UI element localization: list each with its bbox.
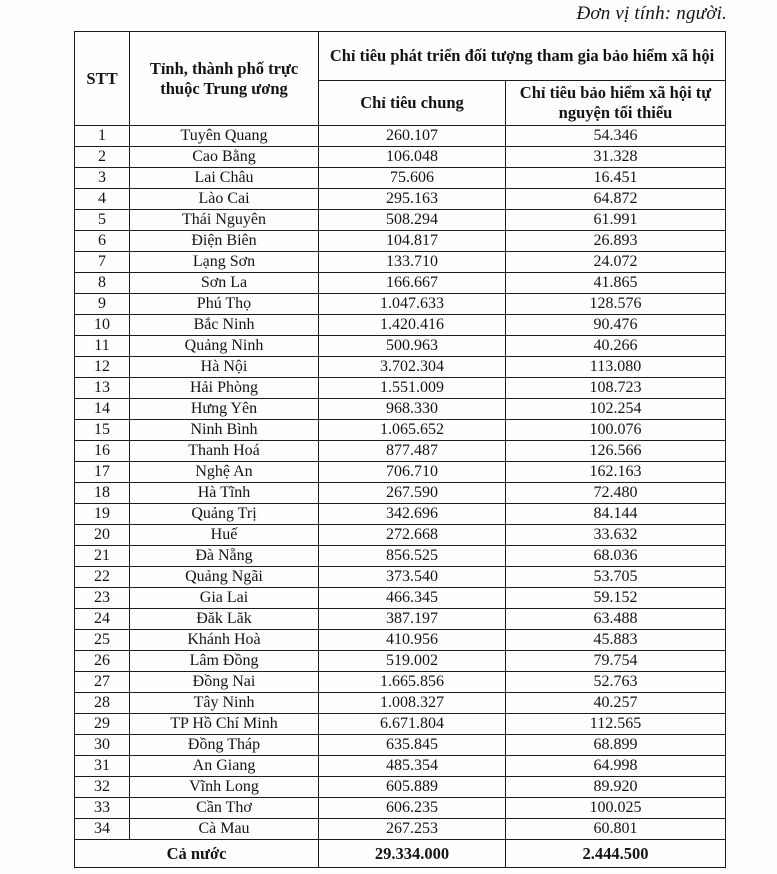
row-province: Đăk Lăk (130, 609, 319, 630)
row-voluntary: 63.488 (506, 609, 726, 630)
table-row (75, 693, 726, 714)
row-voluntary: 31.328 (506, 147, 726, 168)
row-voluntary: 64.998 (506, 756, 726, 777)
row-province: Gia Lai (130, 588, 319, 609)
row-province: Thái Nguyên (130, 210, 319, 231)
row-stt: 2 (75, 147, 130, 168)
row-general: 295.163 (319, 189, 506, 210)
row-stt: 11 (75, 336, 130, 357)
row-general: 856.525 (319, 546, 506, 567)
row-province: Tây Ninh (130, 693, 319, 714)
row-stt: 15 (75, 420, 130, 441)
row-voluntary: 79.754 (506, 651, 726, 672)
table-row (75, 147, 726, 168)
table-row (75, 399, 726, 420)
table-row (75, 420, 726, 441)
row-province: Đồng Tháp (130, 735, 319, 756)
table-row (75, 483, 726, 504)
table-row (75, 336, 726, 357)
row-province: Cần Thơ (130, 798, 319, 819)
row-voluntary: 126.566 (506, 441, 726, 462)
table-row (75, 672, 726, 693)
row-general: 508.294 (319, 210, 506, 231)
table-row (75, 651, 726, 672)
row-general: 166.667 (319, 273, 506, 294)
row-voluntary: 100.025 (506, 798, 726, 819)
row-voluntary: 33.632 (506, 525, 726, 546)
row-general: 410.956 (319, 630, 506, 651)
row-general: 373.540 (319, 567, 506, 588)
row-stt: 31 (75, 756, 130, 777)
row-province: Bắc Ninh (130, 315, 319, 336)
table-row (75, 567, 726, 588)
row-province: Hưng Yên (130, 399, 319, 420)
row-province: Hà Tĩnh (130, 483, 319, 504)
row-stt: 22 (75, 567, 130, 588)
row-general: 133.710 (319, 252, 506, 273)
row-stt: 3 (75, 168, 130, 189)
row-stt: 6 (75, 231, 130, 252)
row-voluntary: 41.865 (506, 273, 726, 294)
table-row (75, 126, 726, 147)
table-row (75, 441, 726, 462)
row-province: Cao Bằng (130, 147, 319, 168)
row-stt: 9 (75, 294, 130, 315)
row-stt: 18 (75, 483, 130, 504)
row-stt: 16 (75, 441, 130, 462)
col-header-general: Chỉ tiêu chung (319, 81, 506, 126)
row-voluntary: 68.899 (506, 735, 726, 756)
row-stt: 27 (75, 672, 130, 693)
row-general: 1.420.416 (319, 315, 506, 336)
row-stt: 21 (75, 546, 130, 567)
row-province: Quảng Ninh (130, 336, 319, 357)
row-province: Khánh Hoà (130, 630, 319, 651)
row-general: 519.002 (319, 651, 506, 672)
row-province: Nghệ An (130, 462, 319, 483)
row-stt: 14 (75, 399, 130, 420)
row-general: 6.671.804 (319, 714, 506, 735)
row-general: 500.963 (319, 336, 506, 357)
table-row (75, 273, 726, 294)
row-stt: 25 (75, 630, 130, 651)
row-province: Đồng Nai (130, 672, 319, 693)
row-voluntary: 16.451 (506, 168, 726, 189)
row-stt: 10 (75, 315, 130, 336)
table-row (75, 588, 726, 609)
row-stt: 5 (75, 210, 130, 231)
table-row (75, 210, 726, 231)
row-stt: 23 (75, 588, 130, 609)
row-province: Cà Mau (130, 819, 319, 840)
row-province: Lai Châu (130, 168, 319, 189)
row-province: Vĩnh Long (130, 777, 319, 798)
table-header (75, 32, 726, 126)
table-row (75, 630, 726, 651)
row-voluntary: 112.565 (506, 714, 726, 735)
row-stt: 33 (75, 798, 130, 819)
row-province: TP Hồ Chí Minh (130, 714, 319, 735)
row-voluntary: 53.705 (506, 567, 726, 588)
row-voluntary: 89.920 (506, 777, 726, 798)
row-voluntary: 26.893 (506, 231, 726, 252)
row-stt: 26 (75, 651, 130, 672)
row-general: 104.817 (319, 231, 506, 252)
row-province: Phú Thọ (130, 294, 319, 315)
table-row (75, 378, 726, 399)
row-general: 968.330 (319, 399, 506, 420)
unit-note: Đơn vị tính: người. (576, 3, 727, 24)
row-general: 106.048 (319, 147, 506, 168)
row-stt: 20 (75, 525, 130, 546)
row-general: 1.047.633 (319, 294, 506, 315)
col-header-province: Tỉnh, thành phố trực thuộc Trung ương (130, 32, 319, 126)
row-general: 260.107 (319, 126, 506, 147)
table-row (75, 798, 726, 819)
table-row (75, 231, 726, 252)
table-body (75, 126, 726, 840)
row-province: Quảng Trị (130, 504, 319, 525)
table-row (75, 756, 726, 777)
total-row (75, 840, 726, 868)
row-stt: 24 (75, 609, 130, 630)
row-voluntary: 102.254 (506, 399, 726, 420)
table-footer (75, 840, 726, 868)
row-province: Lâm Đồng (130, 651, 319, 672)
province-targets-table (74, 31, 726, 868)
row-voluntary: 64.872 (506, 189, 726, 210)
row-general: 3.702.304 (319, 357, 506, 378)
row-province: Huế (130, 525, 319, 546)
row-stt: 32 (75, 777, 130, 798)
table-row (75, 357, 726, 378)
row-general: 1.665.856 (319, 672, 506, 693)
row-general: 387.197 (319, 609, 506, 630)
table-row (75, 714, 726, 735)
row-voluntary: 59.152 (506, 588, 726, 609)
row-general: 1.065.652 (319, 420, 506, 441)
table-row (75, 546, 726, 567)
row-stt: 8 (75, 273, 130, 294)
row-voluntary: 100.076 (506, 420, 726, 441)
row-province: Đà Nẵng (130, 546, 319, 567)
row-general: 485.354 (319, 756, 506, 777)
row-voluntary: 68.036 (506, 546, 726, 567)
row-general: 1.008.327 (319, 693, 506, 714)
total-label: Cả nước (75, 840, 319, 868)
row-voluntary: 61.991 (506, 210, 726, 231)
row-general: 466.345 (319, 588, 506, 609)
table-row (75, 462, 726, 483)
row-voluntary: 52.763 (506, 672, 726, 693)
row-stt: 30 (75, 735, 130, 756)
row-stt: 12 (75, 357, 130, 378)
row-stt: 4 (75, 189, 130, 210)
row-voluntary: 84.144 (506, 504, 726, 525)
row-province: Lạng Sơn (130, 252, 319, 273)
row-province: Tuyên Quang (130, 126, 319, 147)
row-province: Sơn La (130, 273, 319, 294)
row-stt: 17 (75, 462, 130, 483)
row-province: An Giang (130, 756, 319, 777)
table-row (75, 189, 726, 210)
table-row (75, 777, 726, 798)
row-stt: 29 (75, 714, 130, 735)
table-row (75, 609, 726, 630)
row-general: 605.889 (319, 777, 506, 798)
row-voluntary: 128.576 (506, 294, 726, 315)
table-row (75, 525, 726, 546)
row-stt: 1 (75, 126, 130, 147)
row-general: 1.551.009 (319, 378, 506, 399)
row-stt: 34 (75, 819, 130, 840)
row-voluntary: 113.080 (506, 357, 726, 378)
row-voluntary: 162.163 (506, 462, 726, 483)
row-voluntary: 24.072 (506, 252, 726, 273)
total-voluntary: 2.444.500 (506, 840, 726, 868)
row-province: Hà Nội (130, 357, 319, 378)
row-voluntary: 40.257 (506, 693, 726, 714)
row-voluntary: 72.480 (506, 483, 726, 504)
table-row (75, 252, 726, 273)
row-general: 272.668 (319, 525, 506, 546)
row-province: Hải Phòng (130, 378, 319, 399)
row-general: 706.710 (319, 462, 506, 483)
row-general: 635.845 (319, 735, 506, 756)
row-province: Ninh Bình (130, 420, 319, 441)
row-voluntary: 40.266 (506, 336, 726, 357)
row-general: 342.696 (319, 504, 506, 525)
table-row (75, 735, 726, 756)
row-stt: 28 (75, 693, 130, 714)
row-province: Điện Biên (130, 231, 319, 252)
table-row (75, 819, 726, 840)
row-province: Thanh Hoá (130, 441, 319, 462)
row-general: 267.590 (319, 483, 506, 504)
row-general: 877.487 (319, 441, 506, 462)
row-voluntary: 60.801 (506, 819, 726, 840)
col-header-group: Chỉ tiêu phát triển đối tượng tham gia bảo hiểm xã hội (319, 32, 726, 81)
row-stt: 13 (75, 378, 130, 399)
row-voluntary: 45.883 (506, 630, 726, 651)
table-row (75, 315, 726, 336)
row-voluntary: 108.723 (506, 378, 726, 399)
col-header-stt: STT (75, 32, 130, 126)
row-province: Quảng Ngãi (130, 567, 319, 588)
row-voluntary: 90.476 (506, 315, 726, 336)
row-province: Lào Cai (130, 189, 319, 210)
row-voluntary: 54.346 (506, 126, 726, 147)
row-general: 606.235 (319, 798, 506, 819)
row-stt: 19 (75, 504, 130, 525)
row-stt: 7 (75, 252, 130, 273)
table-row (75, 294, 726, 315)
row-general: 75.606 (319, 168, 506, 189)
col-header-voluntary: Chỉ tiêu bảo hiểm xã hội tự nguyện tối thiểu (506, 81, 726, 126)
table-row (75, 168, 726, 189)
row-general: 267.253 (319, 819, 506, 840)
total-general: 29.334.000 (319, 840, 506, 868)
table-row (75, 504, 726, 525)
